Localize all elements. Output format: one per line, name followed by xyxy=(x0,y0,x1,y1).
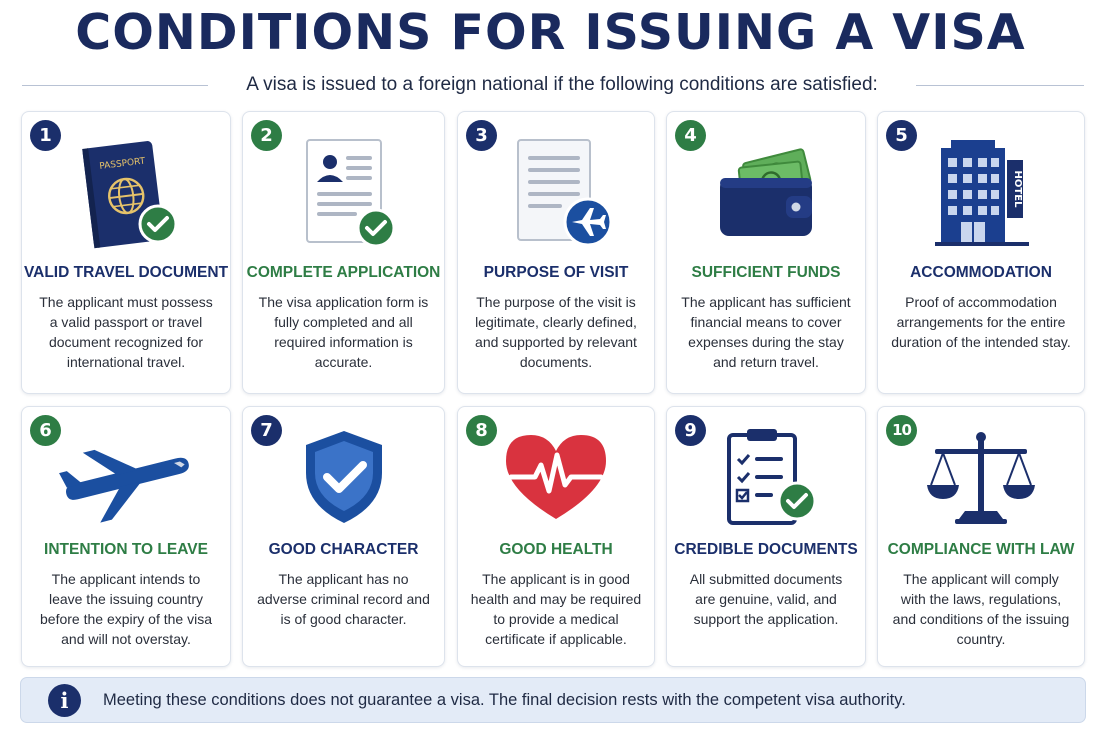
condition-description: The applicant is in good health and may be required to provide a medical certificate if applicable. xyxy=(470,571,642,647)
condition-card-intention-to-leave xyxy=(21,406,231,667)
condition-title: PURPOSE OF VISIT xyxy=(483,264,629,281)
condition-title: VALID TRAVEL DOCUMENT xyxy=(23,264,229,281)
passport-label: PASSPORT xyxy=(98,156,146,172)
condition-title: INTENTION TO LEAVE xyxy=(44,541,208,558)
condition-number-badge: 8 xyxy=(466,415,497,446)
condition-number-badge: 10 xyxy=(886,415,917,446)
condition-title: ACCOMMODATION xyxy=(910,264,1052,281)
condition-card-good-character xyxy=(242,406,445,667)
condition-title: GOOD CHARACTER xyxy=(268,541,419,558)
condition-number-badge: 1 xyxy=(30,120,61,151)
disclaimer-text: Meeting these conditions does not guarantee a visa. The final decision rests with the competent visa authority. xyxy=(103,691,906,709)
heart-pulse-icon xyxy=(458,427,654,527)
condition-card-compliance-with-law xyxy=(877,406,1085,667)
condition-card-credible-documents xyxy=(666,406,866,667)
airplane-icon xyxy=(22,427,230,527)
condition-description: The applicant must possess a valid passport or travel document recognized for international travel. xyxy=(39,294,213,370)
condition-description: The visa application form is fully completed and all required information is accurate. xyxy=(258,294,429,370)
document-plane-icon xyxy=(458,134,654,254)
subtitle-row xyxy=(22,74,1084,98)
condition-description: The applicant has sufficient financial means to cover expenses during the stay and return travel. xyxy=(681,294,851,370)
condition-number-badge: 5 xyxy=(886,120,917,151)
condition-card-good-health xyxy=(457,406,655,667)
page-title: CONDITIONS FOR ISSUING A VISA xyxy=(75,4,1026,61)
condition-description: Proof of accommodation arrangements for the entire duration of the intended stay. xyxy=(891,294,1071,350)
clipboard-checklist-icon xyxy=(667,427,865,527)
scales-of-justice-icon xyxy=(878,427,1084,527)
condition-number-badge: 7 xyxy=(251,415,282,446)
condition-number-badge: 2 xyxy=(251,120,282,151)
divider-left xyxy=(22,85,208,86)
condition-description: The applicant has no adverse criminal record and is of good character. xyxy=(257,571,430,627)
hotel-icon xyxy=(878,134,1084,254)
condition-title: CREDIBLE DOCUMENTS xyxy=(674,541,858,558)
info-icon: i xyxy=(48,684,81,717)
condition-card-sufficient-funds xyxy=(666,111,866,394)
application-form-icon xyxy=(243,134,444,254)
condition-description: The applicant intends to leave the issuing country before the expiry of the visa and will not overstay. xyxy=(40,571,212,647)
wallet-icon xyxy=(667,134,865,254)
divider-right xyxy=(916,85,1084,86)
condition-number-badge: 6 xyxy=(30,415,61,446)
condition-description: All submitted documents are genuine, valid, and support the application. xyxy=(689,571,843,627)
condition-title: COMPLETE APPLICATION xyxy=(246,264,441,281)
condition-card-complete-application xyxy=(242,111,445,394)
condition-description: The applicant will comply with the laws, regulations, and conditions of the issuing country. xyxy=(892,571,1070,647)
condition-title: SUFFICIENT FUNDS xyxy=(691,264,841,281)
condition-number-badge: 4 xyxy=(675,120,706,151)
shield-check-icon xyxy=(243,427,444,527)
condition-card-purpose-of-visit xyxy=(457,111,655,394)
condition-description: The purpose of the visit is legitimate, clearly defined, and supported by relevant documents. xyxy=(475,294,637,370)
hotel-sign: HOTEL xyxy=(1012,170,1023,208)
passport-icon xyxy=(22,134,230,254)
disclaimer-banner xyxy=(20,677,1086,723)
condition-number-badge: 3 xyxy=(466,120,497,151)
condition-title: COMPLIANCE WITH LAW xyxy=(887,541,1075,558)
condition-card-accommodation xyxy=(877,111,1085,394)
condition-title: GOOD HEALTH xyxy=(499,541,613,558)
subtitle: A visa is issued to a foreign national if the following conditions are satisfied: xyxy=(246,74,878,95)
condition-number-badge: 9 xyxy=(675,415,706,446)
condition-card-valid-travel-document xyxy=(21,111,231,394)
